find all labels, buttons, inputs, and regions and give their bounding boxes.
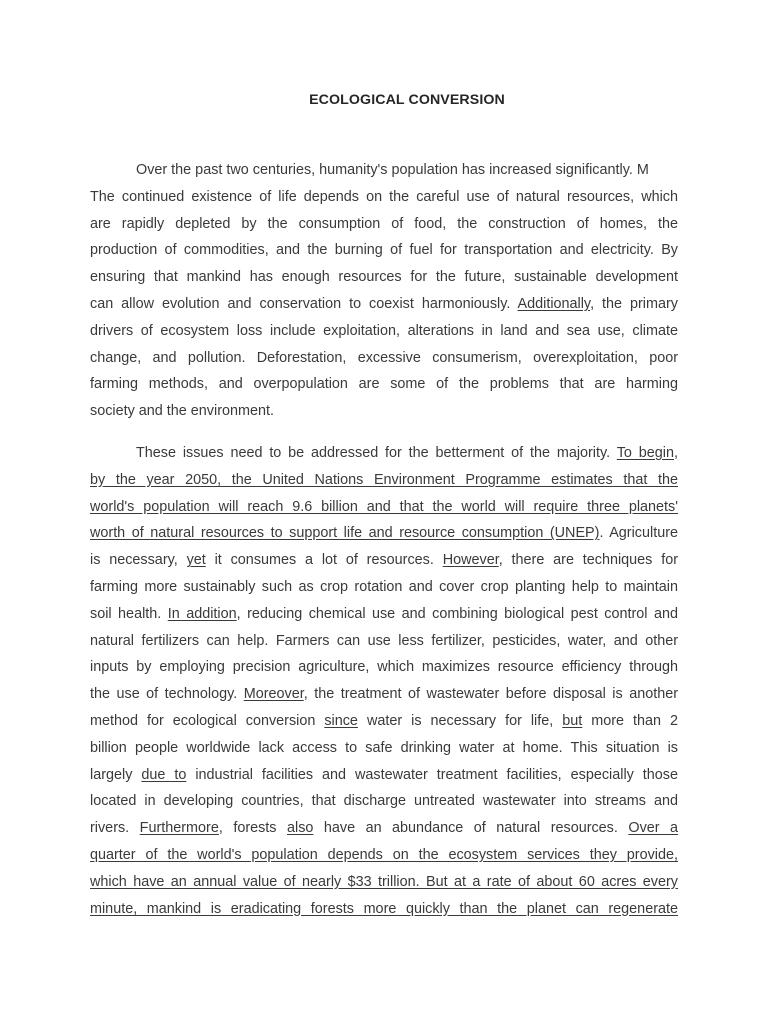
p2-line-15-underlined-1: Furthermore (139, 820, 219, 837)
p2-line-13 (90, 762, 678, 789)
p1-line-10: society and the environment. (90, 403, 274, 420)
p2-line-1-text-a: These issues need to be addressed for the betterment of the majority. (136, 445, 611, 461)
p2-line-18: minute, mankind is eradicating forests more quickly than the planet can regenerate (90, 900, 678, 917)
p1-line-6-underlined: Additionally (517, 295, 591, 312)
p2-line-8: natural fertilizers can help. Farmers can use less fertilizer, pesticides, water, and other (90, 632, 678, 649)
p2-line-7-text-a: soil health. (90, 605, 162, 622)
p2-line-5 (90, 547, 678, 574)
p2-line-10 (90, 681, 678, 708)
p2-line-5-underlined-1: yet (186, 552, 206, 569)
p1-line-4: production of commodities, and the burning of fuel for transportation and electricity. By (90, 242, 678, 259)
p2-line-4-text-b: . Agriculture (599, 525, 678, 542)
p1-line-2: The continued existence of life depends on the careful use of natural resources, which (90, 188, 678, 205)
p2-line-13-underlined: due to (141, 766, 187, 783)
p2-line-7-text-b: , reducing chemical use and combining biological pest control and (236, 605, 678, 622)
p2-line-11 (90, 708, 678, 735)
p2-line-5-text-a: is necessary, (90, 552, 178, 569)
p2-line-5-underlined-2: However (442, 552, 499, 569)
p1-line-8: change, and pollution. Deforestation, excessive consumerism, overexploitation, poor (90, 349, 678, 366)
p1-line-6-text-a: can allow evolution and conservation to coexist harmoniously. (90, 295, 511, 312)
p2-line-17: which have an annual value of nearly $33 trillion. But at a rate of about 60 acres every (90, 873, 678, 890)
p2-line-11-text-c: more than 2 (591, 712, 678, 729)
p1-line-5: ensuring that mankind has enough resources for the future, sustainable development (90, 269, 678, 286)
p2-line-4-underlined: worth of natural resources to support life and resource consumption (UNEP) (90, 525, 600, 542)
p2-line-15 (90, 815, 678, 842)
p2-line-15-underlined-3: Over a (628, 820, 678, 837)
p2-line-15-underlined-2: also (287, 820, 314, 837)
paragraph-1 (90, 157, 678, 425)
p2-line-7-underlined: In addition (167, 605, 237, 622)
p2-line-3: world's population will reach 9.6 billion and that the world will require three planets' (90, 498, 678, 515)
p2-line-15-text-a: rivers. (90, 820, 130, 837)
paragraph-2 (90, 440, 678, 922)
p2-line-11-text-b: water is necessary for life, (366, 712, 554, 729)
p2-line-6: farming more sustainably such as crop rotation and cover crop planting help to maintain (90, 578, 678, 595)
p2-line-7 (90, 601, 678, 628)
p2-line-1-text-b: , (673, 445, 678, 461)
p1-line-6 (90, 291, 678, 318)
p2-line-10-text-a: the use of technology. (90, 686, 238, 703)
p2-line-1-underlined: To begin (616, 445, 674, 461)
p2-line-1 (90, 440, 678, 467)
p2-line-11-underlined-2: but (562, 712, 583, 729)
p2-line-10-underlined: Moreover (243, 686, 304, 703)
p2-line-11-text-a: method for ecological conversion (90, 712, 316, 729)
p2-line-4 (90, 520, 678, 547)
p2-line-14: located in developing countries, that discharge untreated wastewater into streams and (90, 793, 678, 810)
p1-line-6-text-b: , the primary (590, 295, 678, 312)
p2-line-11-underlined-1: since (324, 712, 358, 729)
p2-line-5-text-b: it consumes a lot of resources. (214, 552, 434, 569)
p2-line-12: billion people worldwide lack access to safe drinking water at home. This situation is (90, 739, 678, 756)
p2-line-2: by the year 2050, the United Nations Environment Programme estimates that the (90, 471, 678, 488)
p2-line-13-text-b: industrial facilities and wastewater treatment facilities, especially those (195, 766, 678, 783)
p1-line-3: are rapidly depleted by the consumption of food, the construction of homes, the (90, 215, 678, 232)
p1-line-1: Over the past two centuries, humanity's population has increased significantly. M (136, 162, 649, 178)
p1-line-9: farming methods, and overpopulation are some of the problems that are harming (90, 376, 678, 393)
p2-line-15-text-b: , forests (218, 820, 277, 837)
document-title: ECOLOGICAL CONVERSION (309, 92, 505, 108)
p2-line-13-text-a: largely (90, 766, 133, 783)
p2-line-5-text-c: , there are techniques for (498, 552, 678, 569)
p1-line-7: drivers of ecosystem loss include exploitation, alterations in land and sea use, climate (90, 322, 678, 339)
p2-line-15-text-c: have an abundance of natural resources. (323, 820, 618, 837)
p2-line-16: quarter of the world's population depends on the ecosystem services they provide, (90, 846, 678, 863)
p2-line-10-text-b: , the treatment of wastewater before disposal is another (303, 686, 678, 703)
p2-line-9: inputs by employing precision agriculture, which maximizes resource efficiency through (90, 659, 678, 676)
